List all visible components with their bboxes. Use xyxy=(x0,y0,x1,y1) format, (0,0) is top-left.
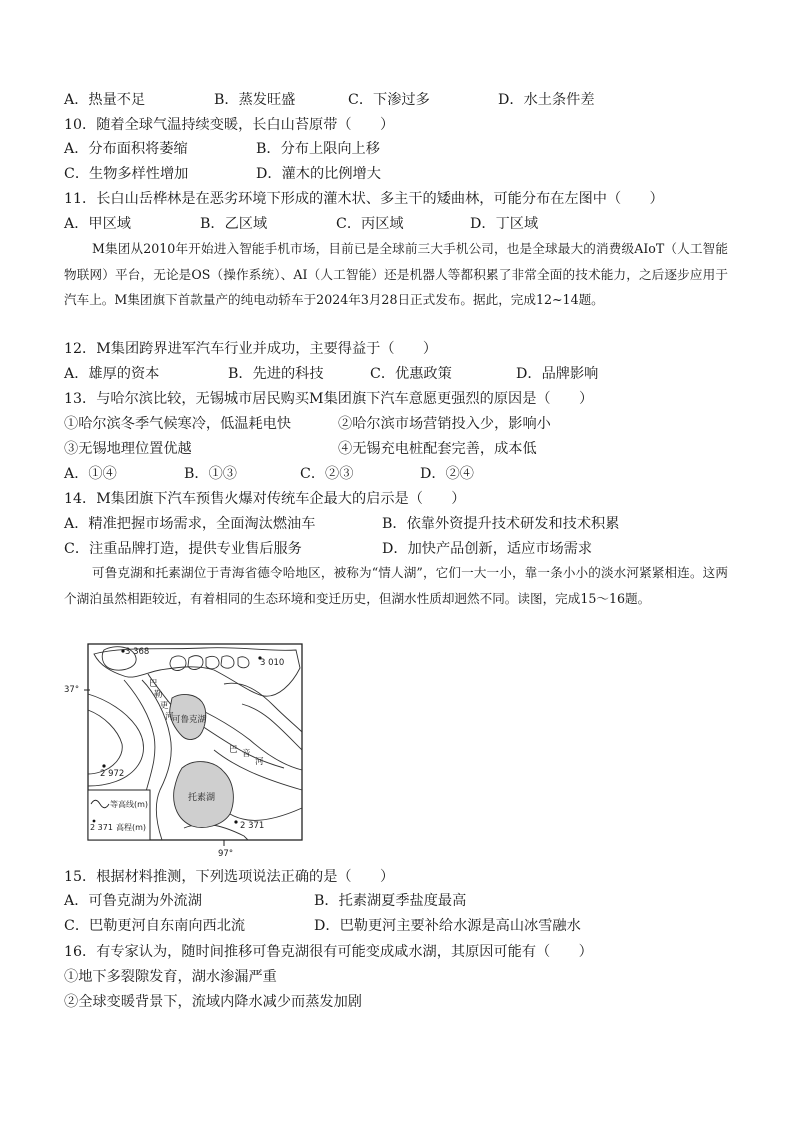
elevation-label-4: 2 371 xyxy=(240,821,265,831)
q14-option-d: D．加快产品创新，适应市场需求 xyxy=(382,541,593,557)
q10-option-d: D．灌木的比例增大 xyxy=(256,166,381,182)
q11-stem: 11．长白山岳桦林是在恶劣环境下形成的灌木状、多主干的矮曲林，可能分布在左图中（ ） xyxy=(64,191,664,207)
q14-stem: 14．M集团旗下汽车预售火爆对传统车企最大的启示是（ ） xyxy=(64,491,466,507)
longitude-label: 97° xyxy=(218,849,234,859)
q13-stem: 13．与哈尔滨比较，无锡城市居民购买M集团旗下汽车意愿更强烈的原因是（ ） xyxy=(64,391,594,407)
q10-option-b: B．分布上限向上移 xyxy=(256,141,380,157)
q15-option-a: A．可鲁克湖为外流湖 xyxy=(64,893,202,909)
q13-item-4: ④无锡充电桩配套完善，成本低 xyxy=(338,441,537,457)
q11-option-a: A．甲区域 xyxy=(64,216,131,232)
q10-stem: 10．随着全球气温持续变暖，长白山苔原带（ ） xyxy=(64,117,395,133)
q14-option-c: C．注重品牌打造，提供专业售后服务 xyxy=(64,541,302,557)
q11-option-b: B．乙区域 xyxy=(200,216,268,232)
q14-option-b: B．依靠外资提升技术研发和技术积累 xyxy=(382,516,620,532)
q12-option-d: D．品牌影响 xyxy=(516,366,599,382)
q16-item-1: ①地下多裂隙发育，湖水渗漏严重 xyxy=(64,969,277,985)
q15-option-d: D．巴勒更河主要补给水源是高山冰雪融水 xyxy=(314,918,581,934)
legend-elevation-label: 高程(m) xyxy=(116,823,147,832)
q15-stem: 15．根据材料推测，下列选项说法正确的是（ ） xyxy=(64,869,395,885)
q13-option-d: D．②④ xyxy=(420,466,474,482)
latitude-label: 37° xyxy=(64,685,80,695)
elevation-label-1: 3 368 xyxy=(125,647,150,657)
lakes-map xyxy=(64,640,310,860)
lake-label-keluke: 可鲁克湖 xyxy=(172,715,207,725)
q11-option-d: D．丁区域 xyxy=(470,216,539,232)
q13-option-b: B．①③ xyxy=(184,466,237,482)
legend-contour-label: 等高线(m) xyxy=(110,800,149,809)
lake-label-tuosu: 托素湖 xyxy=(188,793,216,803)
q15-option-c: C．巴勒更河自东南向西北流 xyxy=(64,918,246,934)
q10-option-c: C．生物多样性增加 xyxy=(64,166,189,182)
q16-item-2: ②全球变暖背景下，流域内降水减少而蒸发加剧 xyxy=(64,994,362,1010)
river-char-le: 勒 xyxy=(154,690,163,700)
q14-option-a: A．精准把握市场需求，全面淘汰燃油车 xyxy=(64,516,316,532)
q12-stem: 12．M集团跨界进军汽车行业并成功，主要得益于（ ） xyxy=(64,341,438,357)
q12-option-c: C．优惠政策 xyxy=(370,366,452,382)
q16-stem: 16．有专家认为，随时间推移可鲁克湖很有可能变成咸水湖，其原因可能有（ ） xyxy=(64,944,593,960)
q9-option-a: A．热量不足 xyxy=(64,92,146,108)
q10-option-a: A．分布面积将萎缩 xyxy=(64,141,188,157)
passage-m-group: M集团从2010年开始进入智能手机市场，目前已是全球前三大手机公司，也是全球最大的消费级AIoT（人工智能物联网）平台，无论是OS（操作系统）、AI（人工智能）还是机器人等都积累了非常全面的技术能力，之后逐步应用于汽车上。M集团旗下首款量产的纯电动轿车于2024年3月28日正式发布。据此，完成12~14题。 xyxy=(64,241,728,308)
river-char-he: 河 xyxy=(165,712,174,722)
q13-item-3: ③无锡地理位置优越 xyxy=(64,441,192,457)
q11-option-c: C．丙区域 xyxy=(336,216,404,232)
legend-elevation-value: 2 371 xyxy=(90,823,113,832)
q9-option-d: D．水土条件差 xyxy=(498,92,595,108)
river2-char-he: 河 xyxy=(255,757,264,767)
q13-item-1: ①哈尔滨冬季气候寒冷，低温耗电快 xyxy=(64,416,292,432)
q13-option-c: C．②③ xyxy=(300,466,354,482)
elevation-label-3: 2 972 xyxy=(100,769,125,779)
q12-option-a: A．雄厚的资本 xyxy=(64,366,160,382)
q9-option-c: C．下渗过多 xyxy=(348,92,430,108)
q9-option-b: B．蒸发旺盛 xyxy=(214,92,296,108)
q12-option-b: B．先进的科技 xyxy=(228,366,324,382)
river-char-ba: 巴 xyxy=(149,679,158,689)
passage-lakes: 可鲁克湖和托素湖位于青海省德令哈地区，被称为“情人湖”，它们一大一小，靠一条小小的淡水河紧紧相连。这两个湖泊虽然相距较近，有着相同的生态环境和变迁历史，但湖水性质却迥然不同。读图，完成15～16题。 xyxy=(64,565,728,606)
elevation-label-2: 3 010 xyxy=(260,658,285,668)
river2-char-yin: 音 xyxy=(242,749,251,759)
river-char-geng: 更 xyxy=(160,701,169,711)
river2-char-ba: 巴 xyxy=(229,745,238,755)
q15-option-b: B．托素湖夏季盐度最高 xyxy=(314,893,467,909)
q13-option-a: A．①④ xyxy=(64,466,117,482)
q13-item-2: ②哈尔滨市场营销投入少，影响小 xyxy=(338,416,551,432)
